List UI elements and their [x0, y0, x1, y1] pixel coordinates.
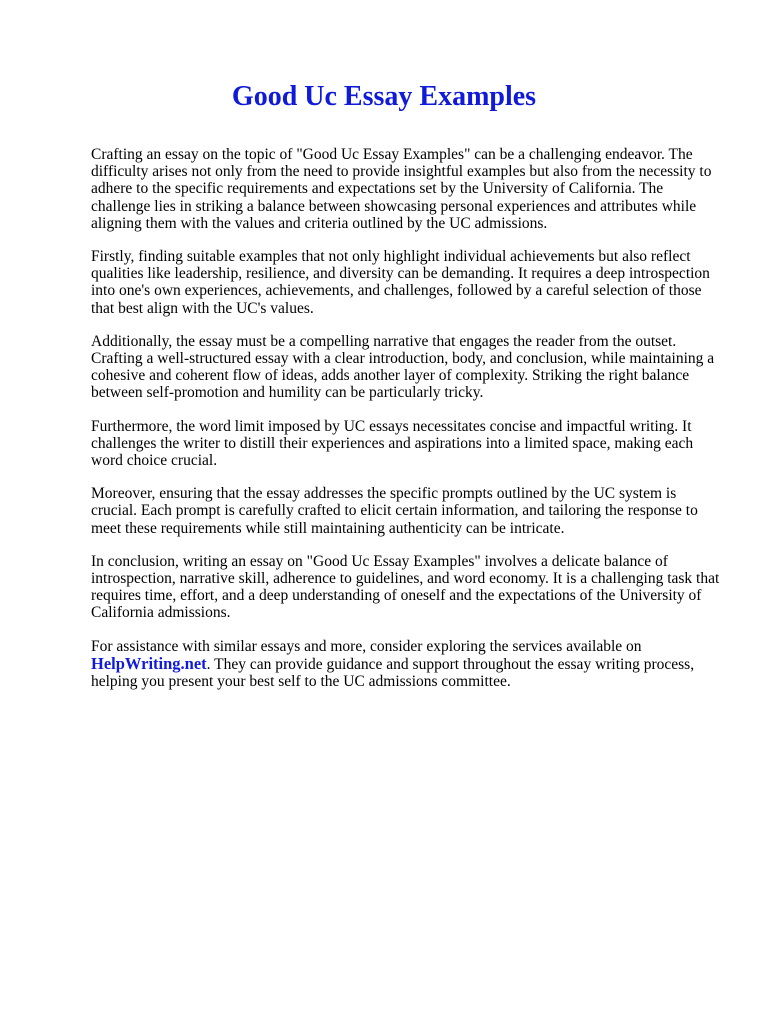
paragraph-intro: Crafting an essay on the topic of "Good Uc Essay Examples" can be a challenging endeavor. The difficulty arises not only from the need to provide insightful examples but also from the necessity to adhere to the specific requirements and expectations set by the University of California. The challenge lies in striking a balance between showcasing personal experiences and attributes while aligning them with the values and criteria outlined by the UC admissions. [91, 146, 712, 232]
closing-text-after-link: . They can provide guidance and support throughout the essay writing process, helping you present your best self to the UC admissions committee. [91, 655, 695, 691]
page-title: Good Uc Essay Examples [231, 81, 537, 112]
paragraph-narrative: Additionally, the essay must be a compelling narrative that engages the reader from the outset. Crafting a well-structured essay with a clear introduction, body, and conclusion, while maintaining a cohesive and coherent flow of ideas, adds another layer of complexity. Striking the right balance between self-promotion and humility can be particularly tricky. [91, 332, 715, 402]
helpwriting-link[interactable]: HelpWriting.net [91, 653, 207, 673]
essay-body [91, 146, 725, 706]
paragraph-examples: Firstly, finding suitable examples that not only highlight individual achievements but also reflect qualities like leadership, resilience, and diversity can be demanding. It requires a deep introspection into one's own experiences, achievements, and challenges, followed by a careful selection of those that best align with the UC's values. [91, 248, 710, 317]
paragraph-word-limit: Furthermore, the word limit imposed by UC essays necessitates concise and impactful writing. It challenges the writer to distill their experiences and aspirations into a limited space, making each word choice crucial. [91, 417, 694, 470]
paragraph-closing [91, 638, 725, 691]
paragraph-prompts: Moreover, ensuring that the essay addresses the specific prompts outlined by the UC system is crucial. Each prompt is carefully crafted to elicit certain information, and tailoring the response to meet these requirements while still maintaining authenticity can be intricate. [91, 485, 698, 537]
paragraph-conclusion: In conclusion, writing an essay on "Good Uc Essay Examples" involves a delicate balance of introspection, narrative skill, adherence to guidelines, and word economy. It is a challenging task that requires time, effort, and a deep understanding of oneself and the expectations of the University of California admissions. [91, 552, 720, 622]
closing-text-before-link: For assistance with similar essays and more, consider exploring the services available on [91, 637, 642, 655]
